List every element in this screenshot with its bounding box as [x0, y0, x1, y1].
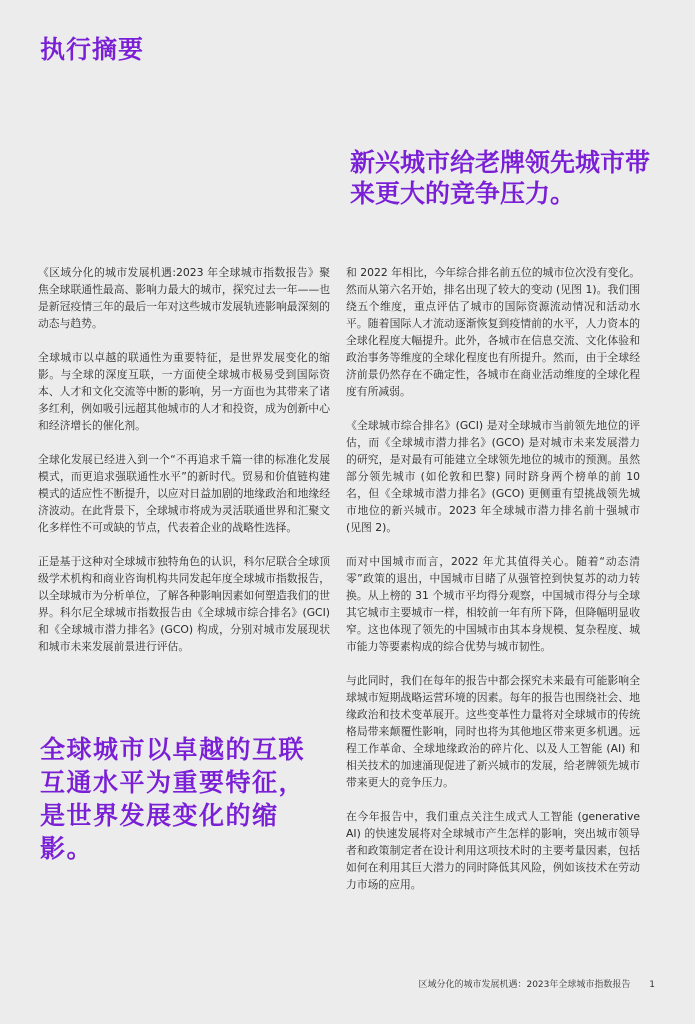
paragraph: 与此同时，我们在每年的报告中都会探究未来最有可能影响全球城市短期战略运营环境的因素。每年的报告也围绕社会、地缘政治和技术变革展开。这些变革性力量将对全球城市的传统格局带来颠覆性影响，同时也将为其他地区带来更多机遇。远程工作革命、全球地缘政治的碎片化、以及人工智能 (AI) 和相关技术的加速涌现促进了新兴城市的发展，给老牌领先城市带来更大的竞争压力。	[346, 674, 640, 789]
paragraph: 和 2022 年相比，今年综合排名前五位的城市位次没有变化。然而从第六名开始，排名出现了较大的变动 (见图 1)。我们围绕五个维度，重点评估了城市的国际资源流动情况和活动水平。随着国际人才流动逐渐恢复到疫情前的水平，人力资本的全球化程度大幅提升。此外，各城市在信息交流、文化体验和政治事务等维度的全球化程度也有所提升。然而，由于全球经济前景仍然存在不确定性，各城市在商业活动维度的全球化程度有所减弱。	[346, 266, 640, 398]
paragraph: 全球化发展已经进入到一个“不再追求千篇一律的标准化发展模式，而更追求强联通性水平”的新时代。贸易和价值链构建模式的适应性不断提升，以应对日益加剧的地缘政治和地缘经济波动。在此背景下，全球城市将成为灵活联通世界和汇聚文化多样性不可或缺的节点，代表着企业的战略性选择。	[38, 453, 330, 534]
page-number: 1	[649, 980, 655, 990]
footer-title: 区域分化的城市发展机遇：2023年全球城市指数报告	[418, 980, 631, 990]
right-text-column	[346, 264, 640, 910]
paragraph: 正是基于这种对全球城市独特角色的认识，科尔尼联合全球顶级学术机构和商业咨询机构共同发起年度全球城市指数报告，以全球城市为分析单位，了解各种影响因素如何塑造我们的世界。科尔尼全球城市指数报告由《全球城市综合排名》(GCI) 和《全球城市潜力排名》(GCO) 构成，分别对城市发展现状和城市未来发展前景进行评估。	[38, 555, 330, 653]
page-footer	[418, 977, 655, 990]
left-text-column	[38, 264, 330, 672]
paragraph: 《区域分化的城市发展机遇:2023 年全球城市指数报告》聚焦全球联通性最高、影响力最大的城市，探究过去一年——也是新冠疫情三年的最后一年对这些城市发展轨迹影响最深刻的动态与趋势。	[38, 266, 330, 330]
page-title: 执行摘要	[40, 35, 145, 64]
paragraph: 《全球城市综合排名》(GCI) 是对全球城市当前领先地位的评估，而《全球城市潜力排名》(GCO) 是对城市未来发展潜力的研究，是对最有可能建立全球领先地位的城市的预测。虽然部分领先城市 (如伦敦和巴黎) 同时跻身两个榜单的前 10 名，但《全球城市潜力排名》(GCO) 更侧重有望挑战领先城市地位的新兴城市。2023 年全球城市潜力排名前十强城市 (见图 2)。	[346, 419, 640, 534]
paragraph: 而对中国城市而言，2022 年尤其值得关心。随着“动态清零”政策的退出，中国城市目睹了从强管控到快复苏的动力转换。从上榜的 31 个城市平均得分观察，中国城市得分与全球其它城市主要城市一样，相较前一年有所下降，但降幅明显收窄。这也体现了领先的中国城市由其本身规模、复杂程度、城市能力等要素构成的综合优势与城市韧性。	[346, 555, 640, 653]
paragraph: 全球城市以卓越的联通性为重要特征，是世界发展变化的缩影。与全球的深度互联，一方面使全球城市极易受到国际资本、人才和文化交流等中断的影响，另一方面也为其带来了诸多红利，例如吸引远超其他城市的人才和投资，成为创新中心和经济增长的催化剂。	[38, 351, 330, 432]
paragraph: 在今年报告中，我们重点关注生成式人工智能 (generative AI) 的快速发展将对全球城市产生怎样的影响，突出城市领导者和政策制定者在设计利用这项技术时的主要考量因素，包括如何在利用其巨大潜力的同时降低其风险，例如该技术在劳动力市场的应用。	[346, 810, 640, 891]
pull-quote-emerging-cities: 新兴城市给老牌领先城市带来更大的竞争压力。	[350, 148, 651, 208]
pull-quote-global-cities: 全球城市以卓越的互联互通水平为重要特征，是世界发展变化的缩影。	[40, 735, 306, 863]
